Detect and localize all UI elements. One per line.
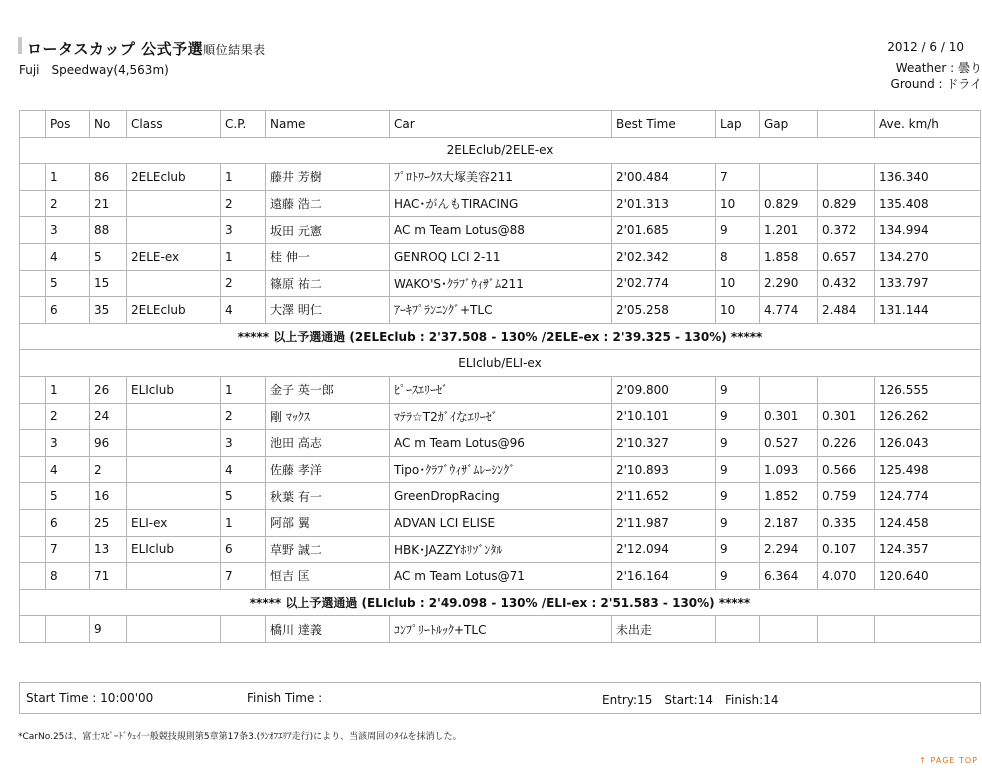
cell-car: Tipo･ｸﾗﾌﾞｳｨｻﾞﾑﾚｰｼﾝｸﾞ	[390, 456, 612, 483]
cell-gap: 1.093	[760, 456, 818, 483]
cell-name: 池田 高志	[266, 430, 390, 457]
cell-car: ｺﾝﾌﾟﾘｰﾄﾙｯｸ+TLC	[390, 616, 612, 643]
cell-best-time: 2'02.774	[612, 270, 716, 297]
cell-interval: 4.070	[818, 563, 875, 590]
cell-best-time: 未出走	[612, 616, 716, 643]
cell-class	[127, 616, 221, 643]
cell-no: 86	[90, 164, 127, 191]
cell-lap: 9	[716, 430, 760, 457]
cell-class: 2ELEclub	[127, 164, 221, 191]
col-best-time: Best Time	[612, 111, 716, 138]
col-pos: Pos	[46, 111, 90, 138]
cell-best-time: 2'01.685	[612, 217, 716, 244]
cell-pos: 3	[46, 430, 90, 457]
cell-ave: 134.994	[875, 217, 981, 244]
table-row	[20, 243, 981, 270]
cell-cp: 4	[221, 297, 266, 324]
cell-name: 藤井 芳樹	[266, 164, 390, 191]
results-body	[20, 137, 981, 642]
cell-cp: 1	[221, 243, 266, 270]
cell-name: 佐藤 孝洋	[266, 456, 390, 483]
footer-info	[19, 682, 981, 714]
cell-class: ELIclub	[127, 376, 221, 403]
cell-class	[127, 270, 221, 297]
table-row	[20, 376, 981, 403]
cell-pos	[46, 616, 90, 643]
col-lap: Lap	[716, 111, 760, 138]
cell-cp: 1	[221, 164, 266, 191]
page-top-link[interactable]: ↑ PAGE TOP	[919, 756, 978, 765]
cell-name: 橋川 達義	[266, 616, 390, 643]
row-blank-cell	[20, 536, 46, 563]
cell-cp: 6	[221, 536, 266, 563]
results-table	[19, 110, 981, 643]
cell-ave: 125.498	[875, 456, 981, 483]
row-blank-cell	[20, 270, 46, 297]
cell-car: ﾌﾟﾛﾄﾜｰｸｽ大塚美容211	[390, 164, 612, 191]
cell-class	[127, 430, 221, 457]
cell-pos: 5	[46, 483, 90, 510]
cell-gap: 2.294	[760, 536, 818, 563]
cell-gap	[760, 616, 818, 643]
cell-cp: 3	[221, 217, 266, 244]
cell-no: 96	[90, 430, 127, 457]
penalty-note: *CarNo.25は、富士ｽﾋﾟｰﾄﾞｳｪｲ一般競技規則第5章第17条3.(ﾗﾝｵﾌｴﾘｱ走行)により、当該周回のﾀｲﾑを抹消した。	[18, 732, 462, 742]
row-blank-cell	[20, 376, 46, 403]
cell-car: HAC･がんもTIRACING	[390, 190, 612, 217]
cell-best-time: 2'02.342	[612, 243, 716, 270]
cell-best-time: 2'16.164	[612, 563, 716, 590]
qualifying-cutoff-note	[20, 323, 981, 350]
cell-best-time: 2'00.484	[612, 164, 716, 191]
cell-pos: 8	[46, 563, 90, 590]
cell-interval	[818, 376, 875, 403]
cell-gap: 0.527	[760, 430, 818, 457]
cell-pos: 7	[46, 536, 90, 563]
cell-class	[127, 483, 221, 510]
page-title	[27, 38, 266, 59]
cell-class: 2ELEclub	[127, 297, 221, 324]
cell-car: HBK･JAZZYﾎﾘｿﾞﾝﾀﾙ	[390, 536, 612, 563]
cell-class	[127, 217, 221, 244]
table-row	[20, 536, 981, 563]
cell-lap: 9	[716, 376, 760, 403]
cell-pos: 5	[46, 270, 90, 297]
col-no: No	[90, 111, 127, 138]
title-accent-bar	[18, 37, 22, 54]
cell-gap: 6.364	[760, 563, 818, 590]
cell-lap: 10	[716, 270, 760, 297]
cell-ave: 124.357	[875, 536, 981, 563]
cell-pos: 1	[46, 376, 90, 403]
start-time: Start Time : 10:00'00	[26, 691, 154, 705]
cell-lap: 9	[716, 563, 760, 590]
cell-lap: 7	[716, 164, 760, 191]
cell-gap: 1.858	[760, 243, 818, 270]
title-main: ロータスカップ 公式予選	[27, 40, 204, 58]
cell-no: 16	[90, 483, 127, 510]
cell-pos: 6	[46, 297, 90, 324]
cell-name: 恒吉 匡	[266, 563, 390, 590]
cell-best-time: 2'12.094	[612, 536, 716, 563]
table-row	[20, 190, 981, 217]
cell-name: 桂 伸一	[266, 243, 390, 270]
cell-class: ELIclub	[127, 536, 221, 563]
cell-car: ｱｰｷﾌﾟﾗﾝﾆﾝｸﾞ+TLC	[390, 297, 612, 324]
cell-best-time: 2'10.893	[612, 456, 716, 483]
cell-cp: 1	[221, 376, 266, 403]
cell-ave: 136.340	[875, 164, 981, 191]
cell-best-time: 2'11.987	[612, 509, 716, 536]
table-row	[20, 403, 981, 430]
cell-car: WAKO'S･ｸﾗﾌﾞｳｨｻﾞﾑ211	[390, 270, 612, 297]
cell-name: 草野 誠二	[266, 536, 390, 563]
row-blank-cell	[20, 430, 46, 457]
cell-interval: 0.829	[818, 190, 875, 217]
row-blank-cell	[20, 483, 46, 510]
cell-interval: 2.484	[818, 297, 875, 324]
cell-interval: 0.432	[818, 270, 875, 297]
cell-cp: 2	[221, 270, 266, 297]
col-class: Class	[127, 111, 221, 138]
cell-class	[127, 456, 221, 483]
cell-ave: 126.262	[875, 403, 981, 430]
col-gap: Gap	[760, 111, 818, 138]
table-row	[20, 430, 981, 457]
cell-class	[127, 563, 221, 590]
cell-pos: 4	[46, 456, 90, 483]
cell-gap: 0.301	[760, 403, 818, 430]
col-car: Car	[390, 111, 612, 138]
cell-no: 35	[90, 297, 127, 324]
table-row	[20, 270, 981, 297]
cell-gap: 2.187	[760, 509, 818, 536]
cell-cp: 2	[221, 403, 266, 430]
cell-interval	[818, 616, 875, 643]
cell-lap: 10	[716, 190, 760, 217]
cell-car: ADVAN LCI ELISE	[390, 509, 612, 536]
cell-pos: 2	[46, 190, 90, 217]
cell-name: 秋葉 有一	[266, 483, 390, 510]
cell-interval: 0.657	[818, 243, 875, 270]
row-blank-cell	[20, 403, 46, 430]
cell-best-time: 2'11.652	[612, 483, 716, 510]
cell-lap: 8	[716, 243, 760, 270]
cell-car: AC m Team Lotus@88	[390, 217, 612, 244]
cell-ave: 133.797	[875, 270, 981, 297]
cell-ave: 126.043	[875, 430, 981, 457]
cell-interval: 0.566	[818, 456, 875, 483]
cell-car: GreenDropRacing	[390, 483, 612, 510]
header-row	[20, 111, 981, 138]
cell-name: 金子 英一郎	[266, 376, 390, 403]
cell-name: 阿部 翼	[266, 509, 390, 536]
table-row	[20, 164, 981, 191]
cell-name: 大澤 明仁	[266, 297, 390, 324]
cell-cp: 2	[221, 190, 266, 217]
cell-gap: 0.829	[760, 190, 818, 217]
cell-pos: 2	[46, 403, 90, 430]
cell-car: AC m Team Lotus@96	[390, 430, 612, 457]
table-row	[20, 217, 981, 244]
cell-best-time: 2'10.327	[612, 430, 716, 457]
weather-info: Weather : 曇り	[895, 61, 982, 75]
qualifying-cutoff-note-text: ***** 以上予選通過 (ELIclub : 2'49.098 - 130% /ELI-ex : 2'51.583 - 130%) *****	[20, 589, 981, 616]
cell-no: 2	[90, 456, 127, 483]
row-blank-cell	[20, 297, 46, 324]
title-sub: 順位結果表	[203, 43, 266, 57]
cell-no: 71	[90, 563, 127, 590]
entry-counts: Entry:15 Start:14 Finish:14	[602, 693, 779, 707]
cell-lap: 9	[716, 456, 760, 483]
cell-class	[127, 190, 221, 217]
cell-class: ELI-ex	[127, 509, 221, 536]
table-row	[20, 509, 981, 536]
col-blank	[20, 111, 46, 138]
cell-cp	[221, 616, 266, 643]
cell-no: 5	[90, 243, 127, 270]
ground-info: Ground : ドライ	[890, 77, 982, 91]
cell-best-time: 2'09.800	[612, 376, 716, 403]
cell-lap: 9	[716, 483, 760, 510]
cell-pos: 4	[46, 243, 90, 270]
cell-gap: 1.852	[760, 483, 818, 510]
cell-interval: 0.107	[818, 536, 875, 563]
cell-no: 15	[90, 270, 127, 297]
cell-cp: 3	[221, 430, 266, 457]
cell-ave: 126.555	[875, 376, 981, 403]
row-blank-cell	[20, 217, 46, 244]
cell-interval: 0.335	[818, 509, 875, 536]
cell-lap: 10	[716, 297, 760, 324]
cell-pos: 1	[46, 164, 90, 191]
qualifying-cutoff-note-text: ***** 以上予選通過 (2ELEclub : 2'37.508 - 130% /2ELE-ex : 2'39.325 - 130%) *****	[20, 323, 981, 350]
cell-no: 21	[90, 190, 127, 217]
section-title	[20, 137, 981, 164]
cell-car: GENROQ LCI 2-11	[390, 243, 612, 270]
row-blank-cell	[20, 563, 46, 590]
cell-no: 26	[90, 376, 127, 403]
cell-class: 2ELE-ex	[127, 243, 221, 270]
circuit-name: Fuji Speedway(4,563m)	[19, 63, 169, 77]
section-title-text: 2ELEclub/2ELE-ex	[20, 137, 981, 164]
col-ave: Ave. km/h	[875, 111, 981, 138]
cell-pos: 6	[46, 509, 90, 536]
cell-gap: 1.201	[760, 217, 818, 244]
cell-name: 坂田 元憲	[266, 217, 390, 244]
cell-no: 25	[90, 509, 127, 536]
table-row	[20, 456, 981, 483]
cell-car: AC m Team Lotus@71	[390, 563, 612, 590]
row-blank-cell	[20, 616, 46, 643]
col-interval	[818, 111, 875, 138]
cell-lap: 9	[716, 217, 760, 244]
cell-cp: 4	[221, 456, 266, 483]
section-title	[20, 350, 981, 377]
cell-interval: 0.372	[818, 217, 875, 244]
cell-ave: 120.640	[875, 563, 981, 590]
cell-best-time: 2'01.313	[612, 190, 716, 217]
cell-ave: 134.270	[875, 243, 981, 270]
cell-ave	[875, 616, 981, 643]
cell-name: 篠原 祐二	[266, 270, 390, 297]
cell-lap: 9	[716, 509, 760, 536]
cell-gap	[760, 164, 818, 191]
cell-interval: 0.301	[818, 403, 875, 430]
cell-gap: 4.774	[760, 297, 818, 324]
cell-ave: 135.408	[875, 190, 981, 217]
table-row	[20, 297, 981, 324]
cell-no: 24	[90, 403, 127, 430]
cell-no: 9	[90, 616, 127, 643]
cell-cp: 1	[221, 509, 266, 536]
row-blank-cell	[20, 456, 46, 483]
cell-gap	[760, 376, 818, 403]
cell-cp: 5	[221, 483, 266, 510]
col-name: Name	[266, 111, 390, 138]
cell-lap: 9	[716, 536, 760, 563]
row-blank-cell	[20, 190, 46, 217]
cell-interval: 0.226	[818, 430, 875, 457]
cell-lap: 9	[716, 403, 760, 430]
cell-car: ﾋﾟｰｽｴﾘｰｾﾞ	[390, 376, 612, 403]
cell-no: 88	[90, 217, 127, 244]
qualifying-cutoff-note	[20, 589, 981, 616]
cell-lap	[716, 616, 760, 643]
cell-best-time: 2'10.101	[612, 403, 716, 430]
row-blank-cell	[20, 509, 46, 536]
finish-time: Finish Time :	[247, 691, 323, 705]
section-title-text: ELIclub/ELI-ex	[20, 350, 981, 377]
cell-name: 遠藤 浩二	[266, 190, 390, 217]
cell-best-time: 2'05.258	[612, 297, 716, 324]
cell-class	[127, 403, 221, 430]
row-blank-cell	[20, 243, 46, 270]
cell-ave: 124.774	[875, 483, 981, 510]
cell-car: ﾏﾃﾗ☆T2ｶﾞｲなｴﾘｰｾﾞ	[390, 403, 612, 430]
cell-interval	[818, 164, 875, 191]
cell-name: 剛 ﾏｯｸｽ	[266, 403, 390, 430]
row-blank-cell	[20, 164, 46, 191]
table-row	[20, 616, 981, 643]
table-row	[20, 563, 981, 590]
table-row	[20, 483, 981, 510]
cell-ave: 124.458	[875, 509, 981, 536]
cell-pos: 3	[46, 217, 90, 244]
cell-no: 13	[90, 536, 127, 563]
cell-ave: 131.144	[875, 297, 981, 324]
cell-gap: 2.290	[760, 270, 818, 297]
col-cp: C.P.	[221, 111, 266, 138]
event-date: 2012 / 6 / 10	[887, 40, 964, 54]
cell-cp: 7	[221, 563, 266, 590]
cell-interval: 0.759	[818, 483, 875, 510]
